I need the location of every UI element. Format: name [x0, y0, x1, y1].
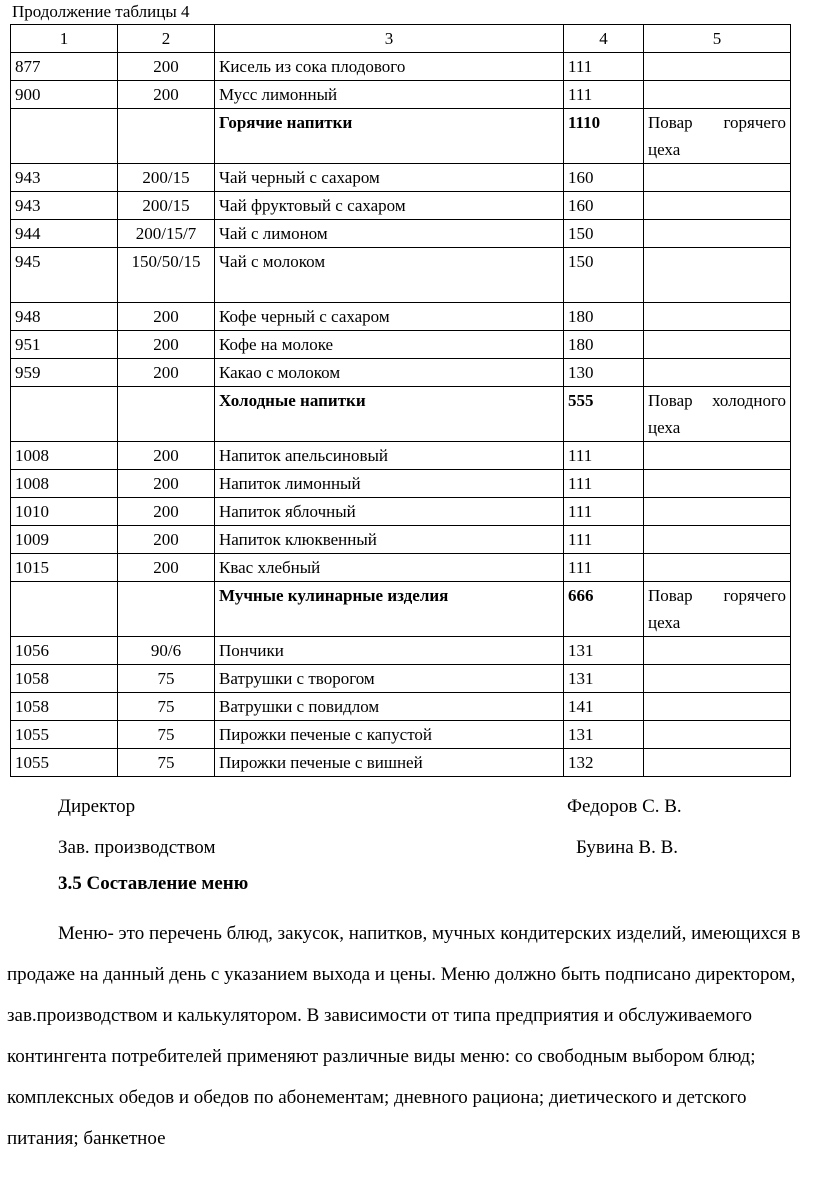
cell-responsible	[644, 665, 791, 693]
cell-dish-name: Мусс лимонный	[215, 81, 564, 109]
cell-responsible	[644, 303, 791, 331]
cell-responsible	[644, 331, 791, 359]
cell-recipe-number: 1055	[11, 721, 118, 749]
cell-portion: 200	[118, 442, 215, 470]
cell-recipe-number: 945	[11, 248, 118, 303]
cell-dish-name: Пончики	[215, 637, 564, 665]
cell-recipe-number: 959	[11, 359, 118, 387]
cell-dish-name: Напиток яблочный	[215, 498, 564, 526]
cell-dish-name: Кисель из сока плодового	[215, 53, 564, 81]
section-heading: 3.5 Составление меню	[58, 873, 249, 894]
cell-portion: 200	[118, 53, 215, 81]
cell-portion: 200	[118, 554, 215, 582]
table-row	[11, 498, 791, 526]
cell-quantity: 180	[564, 331, 644, 359]
cell-responsible	[644, 721, 791, 749]
director-label: Директор	[58, 796, 136, 817]
cell-recipe-number: 943	[11, 192, 118, 220]
table-row	[11, 693, 791, 721]
cell-dish-name: Напиток апельсиновый	[215, 442, 564, 470]
header-col-5: 5	[644, 25, 791, 53]
cell-responsible	[644, 526, 791, 554]
table-row	[11, 220, 791, 248]
cell-quantity: 555	[564, 387, 644, 442]
cell-dish-name: Холодные напитки	[215, 387, 564, 442]
menu-table	[10, 24, 791, 777]
cell-dish-name: Напиток клюквенный	[215, 526, 564, 554]
cell-quantity: 150	[564, 220, 644, 248]
table-row	[11, 554, 791, 582]
table-row	[11, 81, 791, 109]
cell-responsible	[644, 470, 791, 498]
cell-quantity: 141	[564, 693, 644, 721]
cell-responsible	[644, 192, 791, 220]
header-col-1: 1	[11, 25, 118, 53]
cell-recipe-number: 1008	[11, 470, 118, 498]
table-row	[11, 470, 791, 498]
cell-dish-name: Квас хлебный	[215, 554, 564, 582]
cell-portion: 75	[118, 749, 215, 777]
cell-dish-name: Чай черный с сахаром	[215, 164, 564, 192]
cell-portion	[118, 582, 215, 637]
production-manager-label: Зав. производством	[58, 837, 216, 858]
table-row	[11, 164, 791, 192]
cell-dish-name: Чай с лимоном	[215, 220, 564, 248]
cell-recipe-number: 1056	[11, 637, 118, 665]
cell-responsible	[644, 164, 791, 192]
cell-dish-name: Напиток лимонный	[215, 470, 564, 498]
table-row	[11, 749, 791, 777]
cell-portion: 75	[118, 721, 215, 749]
cell-recipe-number	[11, 582, 118, 637]
cell-recipe-number: 948	[11, 303, 118, 331]
cell-quantity: 132	[564, 749, 644, 777]
cell-responsible	[644, 53, 791, 81]
cell-quantity: 111	[564, 498, 644, 526]
cell-quantity: 111	[564, 53, 644, 81]
cell-recipe-number: 951	[11, 331, 118, 359]
cell-quantity: 131	[564, 665, 644, 693]
cell-quantity: 131	[564, 721, 644, 749]
table-section-row	[11, 582, 791, 637]
cell-dish-name: Пирожки печеные с вишней	[215, 749, 564, 777]
cell-quantity: 130	[564, 359, 644, 387]
cell-responsible	[644, 498, 791, 526]
cell-quantity: 160	[564, 192, 644, 220]
cell-quantity: 111	[564, 442, 644, 470]
cell-responsible	[644, 637, 791, 665]
cell-portion: 200/15	[118, 164, 215, 192]
cell-quantity: 160	[564, 164, 644, 192]
cell-responsible	[644, 554, 791, 582]
cell-portion: 200/15	[118, 192, 215, 220]
cell-recipe-number: 900	[11, 81, 118, 109]
cell-recipe-number: 1015	[11, 554, 118, 582]
cell-portion: 200	[118, 498, 215, 526]
table-row	[11, 53, 791, 81]
table-row	[11, 637, 791, 665]
cell-portion: 75	[118, 693, 215, 721]
cell-responsible	[644, 693, 791, 721]
table-caption: Продолжение таблицы 4	[12, 2, 190, 21]
cell-dish-name: Пирожки печеные с капустой	[215, 721, 564, 749]
table-row	[11, 331, 791, 359]
cell-quantity: 111	[564, 554, 644, 582]
cell-responsible	[644, 442, 791, 470]
table-header-row	[11, 25, 791, 53]
cell-portion: 200	[118, 81, 215, 109]
cell-quantity: 111	[564, 470, 644, 498]
cell-dish-name: Мучные кулинарные изделия	[215, 582, 564, 637]
cell-quantity: 111	[564, 526, 644, 554]
cell-quantity: 180	[564, 303, 644, 331]
table-row	[11, 665, 791, 693]
table-section-row	[11, 109, 791, 164]
cell-portion: 200	[118, 470, 215, 498]
production-manager-name: Бувина В. В.	[576, 837, 679, 858]
table-row	[11, 248, 791, 303]
body-paragraph: Меню- это перечень блюд, закусок, напитков, мучных кондитерских изделий, имеющихся в продаже на данный день с указанием выхода и цены. Меню должно быть подписано директором, зав.производством и калькулятором. В зависимости от типа предприятия и обслуживаемого контингента потребителей применяют различные виды меню: со свободным выбором блюд; комплексных обедов и обедов по абонементам; дневного рациона; диетического и детского питания; банкетное	[7, 923, 801, 1149]
cell-dish-name: Кофе черный с сахаром	[215, 303, 564, 331]
cell-recipe-number: 1058	[11, 665, 118, 693]
header-col-3: 3	[215, 25, 564, 53]
cell-dish-name: Ватрушки с творогом	[215, 665, 564, 693]
cell-dish-name: Ватрушки с повидлом	[215, 693, 564, 721]
cell-responsible	[644, 220, 791, 248]
cell-responsible	[644, 749, 791, 777]
menu-table-body	[11, 25, 791, 777]
cell-recipe-number: 1058	[11, 693, 118, 721]
header-col-4: 4	[564, 25, 644, 53]
cell-portion: 200	[118, 303, 215, 331]
cell-portion: 150/50/15	[118, 248, 215, 303]
cell-dish-name: Какао с молоком	[215, 359, 564, 387]
cell-quantity: 150	[564, 248, 644, 303]
table-row	[11, 526, 791, 554]
cell-portion: 75	[118, 665, 215, 693]
cell-quantity: 666	[564, 582, 644, 637]
table-row	[11, 721, 791, 749]
cell-portion	[118, 109, 215, 164]
cell-quantity: 131	[564, 637, 644, 665]
cell-portion: 200/15/7	[118, 220, 215, 248]
cell-dish-name: Чай с молоком	[215, 248, 564, 303]
cell-dish-name: Горячие напитки	[215, 109, 564, 164]
cell-recipe-number	[11, 109, 118, 164]
cell-dish-name: Кофе на молоке	[215, 331, 564, 359]
director-name: Федоров С. В.	[567, 796, 682, 817]
cell-responsible: Повар горячего цеха	[644, 582, 791, 637]
cell-responsible: Повар горячего цеха	[644, 109, 791, 164]
cell-recipe-number: 1055	[11, 749, 118, 777]
cell-responsible: Повар холодного цеха	[644, 387, 791, 442]
cell-quantity: 1110	[564, 109, 644, 164]
cell-recipe-number	[11, 387, 118, 442]
cell-portion: 90/6	[118, 637, 215, 665]
cell-recipe-number: 943	[11, 164, 118, 192]
cell-quantity: 111	[564, 81, 644, 109]
cell-responsible	[644, 81, 791, 109]
cell-portion: 200	[118, 331, 215, 359]
table-row	[11, 442, 791, 470]
cell-portion: 200	[118, 359, 215, 387]
cell-responsible	[644, 248, 791, 303]
cell-recipe-number: 1009	[11, 526, 118, 554]
cell-recipe-number: 877	[11, 53, 118, 81]
table-row	[11, 303, 791, 331]
header-col-2: 2	[118, 25, 215, 53]
cell-recipe-number: 1010	[11, 498, 118, 526]
cell-recipe-number: 1008	[11, 442, 118, 470]
cell-recipe-number: 944	[11, 220, 118, 248]
cell-portion: 200	[118, 526, 215, 554]
table-row	[11, 359, 791, 387]
cell-responsible	[644, 359, 791, 387]
table-row	[11, 192, 791, 220]
cell-dish-name: Чай фруктовый с сахаром	[215, 192, 564, 220]
cell-portion	[118, 387, 215, 442]
table-section-row	[11, 387, 791, 442]
